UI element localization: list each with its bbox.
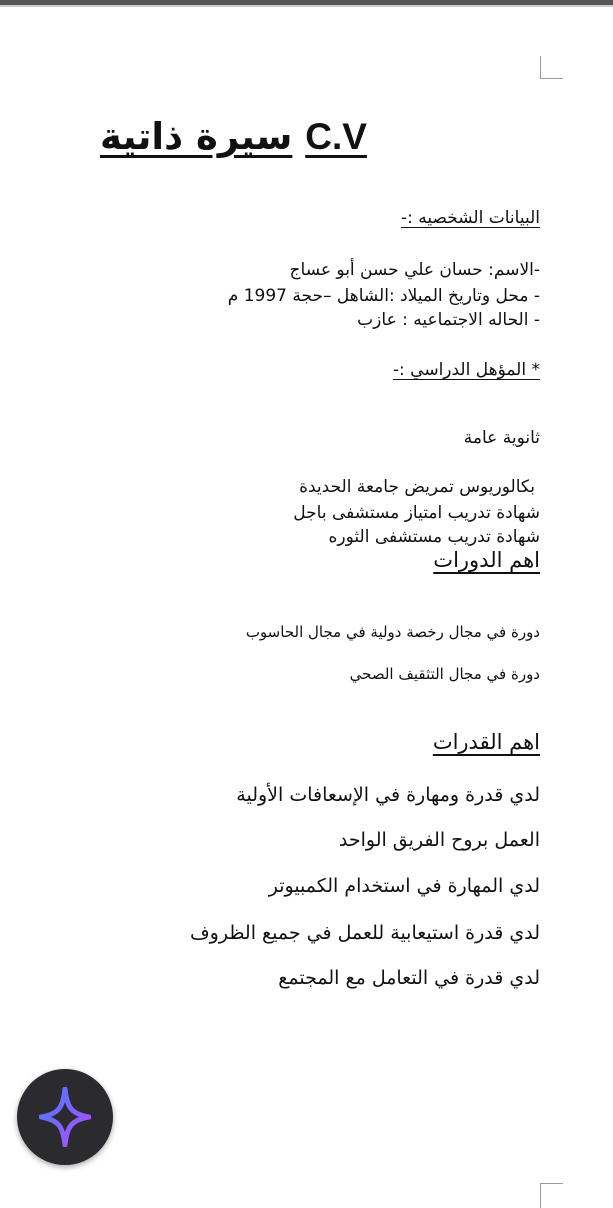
course-item: دورة في مجال رخصة دولية في مجال الحاسوب — [245, 623, 540, 641]
abilities-heading: اهم القدرات — [432, 730, 540, 754]
title-arabic: سيرة ذاتية — [100, 115, 293, 158]
course-item: دورة في مجال التثقيف الصحي — [349, 665, 540, 683]
page-corner-mark-top — [540, 56, 563, 79]
education-item: بكالوريوس تمريض جامعة الحديدة — [299, 477, 535, 497]
page-corner-mark-bottom — [540, 1183, 563, 1208]
ability-item: لدي قدرة ومهارة في الإسعافات الأولية — [236, 784, 540, 806]
title-cv: C.V — [305, 116, 367, 157]
ability-item: العمل بروح الفريق الواحد — [338, 829, 540, 851]
personal-heading: البيانات الشخصيه :- — [401, 208, 540, 228]
ability-item: لدي قدرة استيعابية للعمل في جميع الظروف — [189, 922, 540, 944]
education-item: ثانوية عامة — [463, 428, 540, 448]
assistant-button[interactable] — [17, 1069, 113, 1165]
education-heading: * المؤهل الدراسي :- — [392, 360, 540, 380]
sparkle-icon — [39, 1087, 91, 1147]
top-border-shadow — [0, 5, 613, 7]
personal-birth: - محل وتاريخ الميلاد :الشاهل –حجة 1997 م — [227, 286, 540, 306]
personal-name: -الاسم: حسان علي حسن أبو عساج — [289, 260, 540, 280]
ability-item: لدي قدرة في التعامل مع المجتمع — [278, 967, 540, 989]
personal-status: - الحاله الاجتماعيه : عازب — [357, 310, 540, 330]
ability-item: لدي المهارة في استخدام الكمبيوتر — [268, 875, 540, 897]
document-title — [100, 112, 367, 162]
education-item: شهادة تدريب امتياز مستشفى باجل — [293, 503, 540, 523]
courses-heading: اهم الدورات — [433, 548, 540, 572]
education-item: شهادة تدريب مستشفى الثوره — [328, 527, 540, 547]
